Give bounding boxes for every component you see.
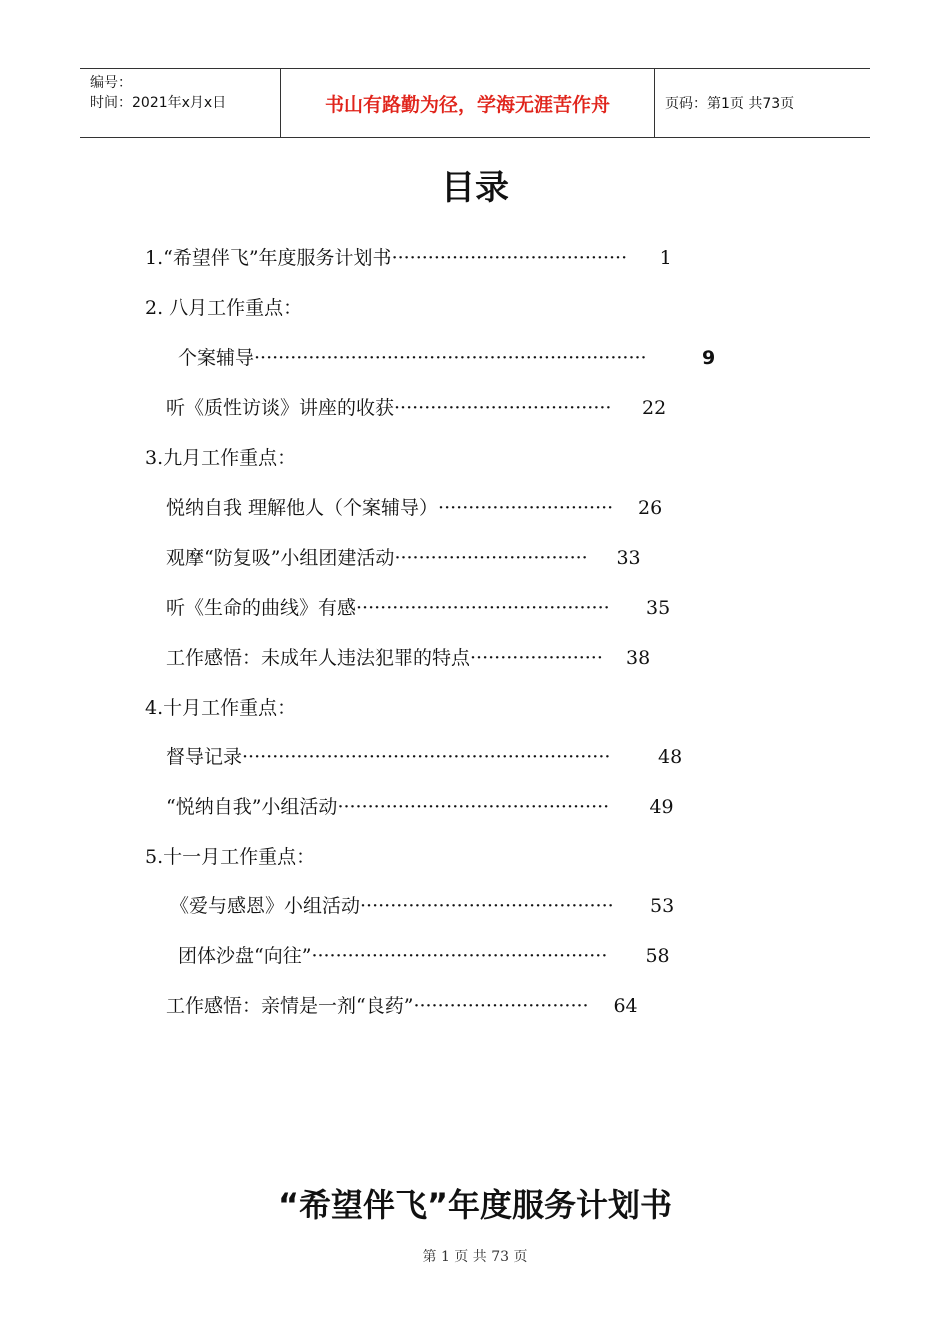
toc-title: 目录 xyxy=(441,168,509,208)
toc-leader-dots: ·········································· xyxy=(356,597,610,619)
toc-entry[interactable] xyxy=(166,742,682,772)
toc-entry-page: 64 xyxy=(613,995,638,1017)
toc-entry-page: 58 xyxy=(645,945,670,967)
toc-entry[interactable] xyxy=(166,643,650,673)
toc-leader-dots: ······················ xyxy=(470,647,603,669)
toc-entry-page: 22 xyxy=(642,397,667,419)
toc-leader-dots: ············································· xyxy=(337,796,610,818)
toc-entry[interactable] xyxy=(145,693,296,723)
toc-entry-text: “悦纳自我”小组活动 xyxy=(166,796,338,818)
toc-entry[interactable] xyxy=(166,991,638,1021)
toc-entry[interactable] xyxy=(166,792,674,822)
toc-leader-dots: ····························· xyxy=(438,497,614,519)
toc-entry-text: 悦纳自我 理解他人（个案辅导） xyxy=(166,497,439,519)
toc-entry-text: 2. 八月工作重点： xyxy=(145,297,303,319)
toc-leader-dots: ···································· xyxy=(394,397,612,419)
toc-entry-text: 团体沙盘“向往” xyxy=(178,945,312,967)
toc-leader-dots: ····························································· xyxy=(242,746,611,768)
header-meta xyxy=(80,69,281,137)
toc-entry-text: 工作感悟：亲情是一剂“良药” xyxy=(166,995,414,1017)
toc-entry[interactable] xyxy=(166,593,670,623)
toc-entry-page: 53 xyxy=(650,895,675,917)
toc-entry-page: 35 xyxy=(646,597,671,619)
document-number-label: 编号： xyxy=(90,75,132,91)
toc-entry[interactable] xyxy=(145,842,315,872)
header-page-label: 页码：第1页 共73页 xyxy=(665,96,795,112)
toc-leader-dots: ································································· xyxy=(254,347,647,369)
document-date-label: 时间：2021年x月x日 xyxy=(90,95,227,111)
toc-entry[interactable] xyxy=(145,243,672,273)
toc-entry-text: 《爱与感恩》小组活动 xyxy=(170,895,361,917)
toc-entry[interactable] xyxy=(170,891,674,921)
toc-entry-page: 1 xyxy=(659,247,672,269)
toc-entry-text: 听《质性访谈》讲座的收获 xyxy=(166,397,395,419)
toc-entry-page: 38 xyxy=(626,647,651,669)
toc-entry[interactable] xyxy=(166,393,666,423)
toc-leader-dots: ················································· xyxy=(311,945,608,967)
toc-entry-text: 工作感悟：未成年人违法犯罪的特点 xyxy=(166,647,471,669)
toc-entry[interactable] xyxy=(145,293,302,323)
toc-leader-dots: ································ xyxy=(394,547,588,569)
toc-entry-text: 个案辅导 xyxy=(178,347,255,369)
toc-entry[interactable] xyxy=(178,941,670,971)
toc-entry-text: 3.九月工作重点： xyxy=(145,447,297,469)
toc-entry[interactable] xyxy=(178,343,715,373)
toc-leader-dots: ····························· xyxy=(413,995,589,1017)
section-title: “希望伴飞”年度服务计划书 xyxy=(277,1186,673,1224)
toc-entry[interactable] xyxy=(166,493,662,523)
toc-entry-text: 5.十一月工作重点： xyxy=(145,846,316,868)
toc-entry[interactable] xyxy=(166,543,641,573)
toc-entry-text: 督导记录 xyxy=(166,746,243,768)
toc-entry-text: 听《生命的曲线》有感 xyxy=(166,597,357,619)
toc-entry-page: 26 xyxy=(638,497,663,519)
toc-entry-text: 观摩“防复吸”小组团建活动 xyxy=(166,547,395,569)
header-motto: 书山有路勤为径，学海无涯苦作舟 xyxy=(281,69,655,137)
toc-leader-dots: ·········································· xyxy=(360,895,614,917)
toc-entry-text: 4.十月工作重点： xyxy=(145,697,297,719)
toc-entry-page: 49 xyxy=(649,796,674,818)
toc-entry-page: 9 xyxy=(702,347,716,369)
toc-entry-text: 1.“希望伴飞”年度服务计划书 xyxy=(145,247,392,269)
toc-entry-page: 48 xyxy=(658,746,683,768)
toc-leader-dots: ······································· xyxy=(391,247,628,269)
toc-entry-page: 33 xyxy=(616,547,641,569)
document-header xyxy=(80,68,870,138)
page-footer: 第 1 页 共 73 页 xyxy=(422,1249,528,1265)
toc-entry[interactable] xyxy=(145,443,296,473)
